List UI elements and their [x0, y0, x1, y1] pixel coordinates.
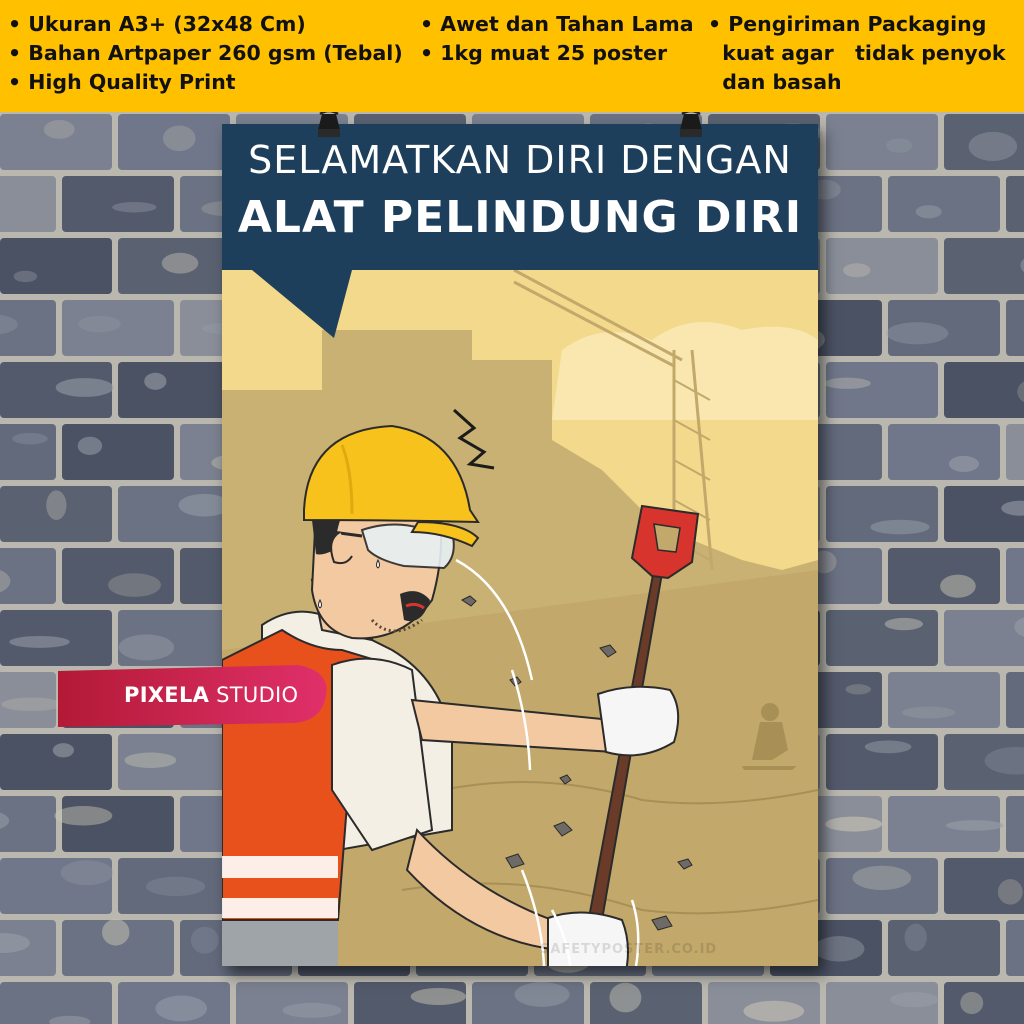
brick [0, 734, 112, 790]
info-line-size: • Ukuran A3+ (32x48 Cm) [8, 12, 306, 36]
brick [944, 610, 1024, 666]
brick [1006, 796, 1024, 852]
cloud [552, 322, 818, 420]
brick [1006, 672, 1024, 728]
brick [888, 920, 1000, 976]
brick [888, 548, 1000, 604]
poster-title-line-1: SELAMATKAN DIRI DENGAN [248, 138, 792, 182]
info-line-shipping: • Pengiriman Packaging [708, 12, 987, 36]
brick [118, 362, 230, 418]
brick [944, 982, 1024, 1024]
poster-watermark: SAFETYPOSTER.CO.ID [540, 942, 718, 957]
brick [944, 362, 1024, 418]
brick [826, 486, 938, 542]
poster-title-line-2: ALAT PELINDUNG DIRI [237, 192, 803, 243]
info-column-specs [8, 10, 403, 97]
worker-illustration [222, 270, 818, 966]
brick [888, 672, 1000, 728]
brick [62, 424, 174, 480]
info-column-shipping [708, 10, 1006, 97]
brick [236, 982, 348, 1024]
brand-tag [58, 665, 330, 727]
glove-lower [548, 912, 628, 966]
binder-clip-right-icon [676, 112, 706, 142]
info-line-durable: • Awet dan Tahan Lama [420, 12, 694, 36]
vest-reflective-stripe-1 [222, 856, 338, 878]
brick [826, 610, 938, 666]
info-line-material: • Bahan Artpaper 260 gsm (Tebal) [8, 41, 403, 65]
poster-header [222, 124, 818, 270]
brick [944, 238, 1024, 294]
brick [888, 424, 1000, 480]
brand-name-regular: STUDIO [209, 683, 299, 707]
brick [1006, 176, 1024, 232]
brick [1006, 548, 1024, 604]
info-column-durability [420, 10, 694, 68]
brick [826, 238, 938, 294]
brick [826, 114, 938, 170]
info-line-weight: • 1kg muat 25 poster [420, 41, 668, 65]
glove-upper [598, 687, 678, 756]
brick [0, 176, 56, 232]
safety-poster [222, 124, 818, 966]
info-line-quality: • High Quality Print [8, 70, 236, 94]
info-line-shipping-2: kuat agar tidak penyok [708, 41, 1006, 65]
brick [590, 982, 702, 1024]
brick [826, 362, 938, 418]
info-line-shipping-3: dan basah [708, 70, 842, 94]
brand-name-bold: PIXELA [124, 683, 210, 707]
brick [1006, 300, 1024, 356]
brick [0, 238, 112, 294]
vest-reflective-stripe-2 [222, 898, 338, 918]
product-info-banner [0, 0, 1024, 112]
brick [888, 176, 1000, 232]
brick [0, 424, 56, 480]
brick [1006, 424, 1024, 480]
worker-pants [222, 920, 338, 966]
binder-clip-left-icon [314, 112, 344, 142]
brick [0, 796, 56, 852]
brick [1006, 920, 1024, 976]
brand-name [124, 683, 298, 707]
